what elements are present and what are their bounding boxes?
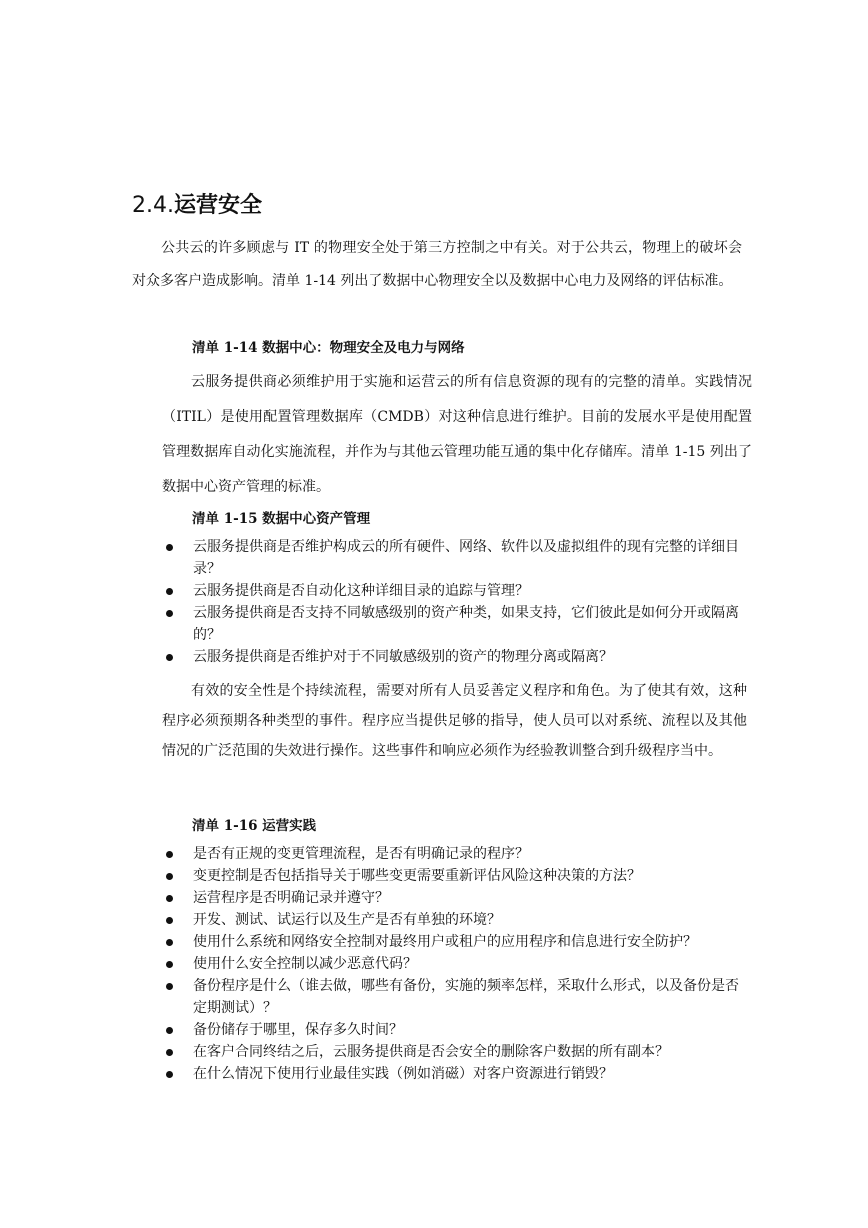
list-item: 在客户合同终结之后，云服务提供商是否会安全的删除客户数据的所有副本？ — [162, 1041, 752, 1063]
section-number: 2.4. — [132, 193, 174, 218]
list-item: 是否有正规的变更管理流程，是否有明确记录的程序？ — [162, 843, 752, 865]
list-caption-1-15: 清单 1-15 数据中心资产管理 — [192, 511, 371, 527]
list-item: 使用什么安全控制以减少恶意代码？ — [162, 953, 752, 975]
list-item: 备份储存于哪里，保存多久时间？ — [162, 1019, 752, 1041]
list-item: 云服务提供商是否支持不同敏感级别的资产种类，如果支持，它们彼此是如何分开或隔离的？ — [162, 602, 752, 646]
asset-management-list — [162, 536, 752, 668]
list-item: 云服务提供商是否自动化这种详细目录的追踪与管理？ — [162, 580, 752, 602]
list-item: 云服务提供商是否维护对于不同敏感级别的资产的物理分离或隔离？ — [162, 646, 752, 668]
list-item: 变更控制是否包括指导关于哪些变更需要重新评估风险这种决策的方法？ — [162, 865, 752, 887]
list-item: 云服务提供商是否维护构成云的所有硬件、网络、软件以及虚拟组件的现有完整的详细目录？ — [162, 536, 752, 580]
section-title: 运营安全 — [173, 193, 262, 218]
list-caption-1-16: 清单 1-16 运营实践 — [192, 818, 317, 834]
operations-practice-list — [162, 843, 752, 1085]
asset-paragraph: 云服务提供商必须维护用于实施和运营云的所有信息资源的现有的完整的清单。实践情况（ITIL）是使用配置管理数据库（CMDB）对这种信息进行维护。目前的发展水平是使用配置管理数据库自动化实施流程，并作为与其他云管理功能互通的集中化存储库。清单 1-15 列出了数据中心资产管理的标准。 — [162, 374, 752, 495]
list-item: 在什么情况下使用行业最佳实践（例如消磁）对客户资源进行销毁？ — [162, 1063, 752, 1085]
list-item: 备份程序是什么（谁去做，哪些有备份，实施的频率怎样，采取什么形式，以及备份是否定期测试）？ — [162, 975, 752, 1019]
list-item: 开发、测试、试运行以及生产是否有单独的环境？ — [162, 909, 752, 931]
list-item: 运营程序是否明确记录并遵守？ — [162, 887, 752, 909]
list-item: 使用什么系统和网络安全控制对最终用户或租户的应用程序和信息进行安全防护？ — [162, 931, 752, 953]
operations-paragraph: 有效的安全性是个持续流程，需要对所有人员妥善定义程序和角色。为了使其有效，这种程序必须预期各种类型的事件。程序应当提供足够的指导，使人员可以对系统、流程以及其他情况的广泛范围的失效进行操作。这些事件和响应必须作为经验教训整合到升级程序当中。 — [162, 683, 747, 759]
section-heading — [132, 188, 262, 224]
intro-paragraph: 公共云的许多顾虑与 IT 的物理安全处于第三方控制之中有关。对于公共云，物理上的破坏会对众多客户造成影响。清单 1-14 列出了数据中心物理安全以及数据中心电力及网络的评估标准。 — [132, 240, 742, 289]
list-caption-1-14: 清单 1-14 数据中心：物理安全及电力与网络 — [192, 340, 465, 356]
